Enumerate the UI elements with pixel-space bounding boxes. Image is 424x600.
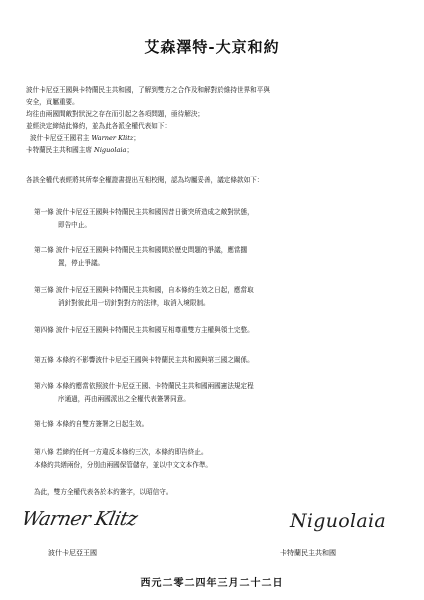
article-7	[34, 418, 404, 431]
intro-line: 安全，貢屬重要。	[26, 98, 79, 106]
article-line: 第二條 波什卡尼亞王國與卡特蘭民主共和國間於歷史問題的爭議，應當擱	[34, 246, 248, 254]
intro-block	[26, 84, 406, 156]
article-line: 第八條 若締約任何一方違反本條約三次，本條約即告終止。	[34, 448, 208, 456]
signature-right: Niguolaia	[290, 510, 387, 532]
representative-right-title: 卡特蘭民主共和國主席	[26, 146, 92, 154]
article-line: 消針對彼此用一切針對對方的法律，取消入境限制。	[58, 299, 210, 307]
article-line: 置，停止爭議。	[58, 259, 105, 267]
article-5	[34, 354, 404, 367]
representative-right: 卡特蘭民主共和國主席 Niguolaia；	[26, 146, 134, 154]
article-line: 第七條 本條約自雙方簽署之日起生效。	[34, 420, 149, 428]
representative-left-title: 波什卡尼亞王國君主	[30, 134, 90, 142]
representative-left: 波什卡尼亞王國君主 Warner Klitz；	[30, 134, 140, 142]
article-3	[34, 284, 404, 310]
representative-right-name: Niguolaia	[94, 146, 127, 154]
article-2	[34, 244, 404, 270]
intro-line: 均往由兩國間敵對狀況之存在而引起之各項問題，亟待解決；	[26, 110, 205, 118]
article-6	[34, 380, 404, 406]
article-line: 第一條 波什卡尼亞王國與卡特蘭民主共和國因昔日衝突所造成之敵對狀態，	[34, 208, 254, 216]
party-left-label: 波什卡尼亞王國	[48, 549, 97, 557]
intro-line: 並經決定締結此條約，並為此各派全權代表如下：	[26, 122, 172, 130]
article-line: 即告中止。	[58, 221, 91, 229]
article-line: 第五條 本條約不影響波什卡尼亞王國與卡特蘭民主共和國與第三國之關係。	[34, 356, 254, 364]
article-1	[34, 206, 404, 232]
signature-left: Warner Klitz	[19, 508, 140, 530]
article-8	[34, 446, 404, 472]
preface-text: 各該全權代表經將其所奉全權證書提出互相校閱，認為均屬妥善，議定條款如下：	[26, 176, 264, 184]
intro-line: 波什卡尼亞王國與卡特蘭民主共和國，了解到雙方之合作及和解對於維持世界和平與	[26, 86, 270, 94]
article-4	[34, 324, 404, 337]
article-line: 第三條 波什卡尼亞王國與卡特蘭民主共和國，自本條約生效之日起，應當取	[34, 286, 254, 294]
signing-date: 西元二零二四年三月二十二日	[140, 578, 284, 589]
article-line: 第四條 波什卡尼亞王國與卡特蘭民主共和國互相尊重雙方主權與領土完整。	[34, 326, 254, 334]
closing-statement: 為此，雙方全權代表各於本約簽字，以昭信守。	[34, 488, 173, 496]
party-right-label: 卡特蘭民主共和國	[280, 549, 336, 557]
article-line: 序通過，再由兩國派出之全權代表簽署同意。	[58, 395, 190, 403]
document-title: 艾森澤特-大京和約	[144, 38, 280, 56]
representative-left-name: Warner Klitz	[91, 134, 134, 142]
article-line: 第六條 本條約應當依照波什卡尼亞王國、卡特蘭民主共和國兩國憲法規定程	[34, 382, 254, 390]
article-line: 本條約共繕兩份，分別由兩國保管儲存，並以中文文本作準。	[34, 461, 213, 469]
